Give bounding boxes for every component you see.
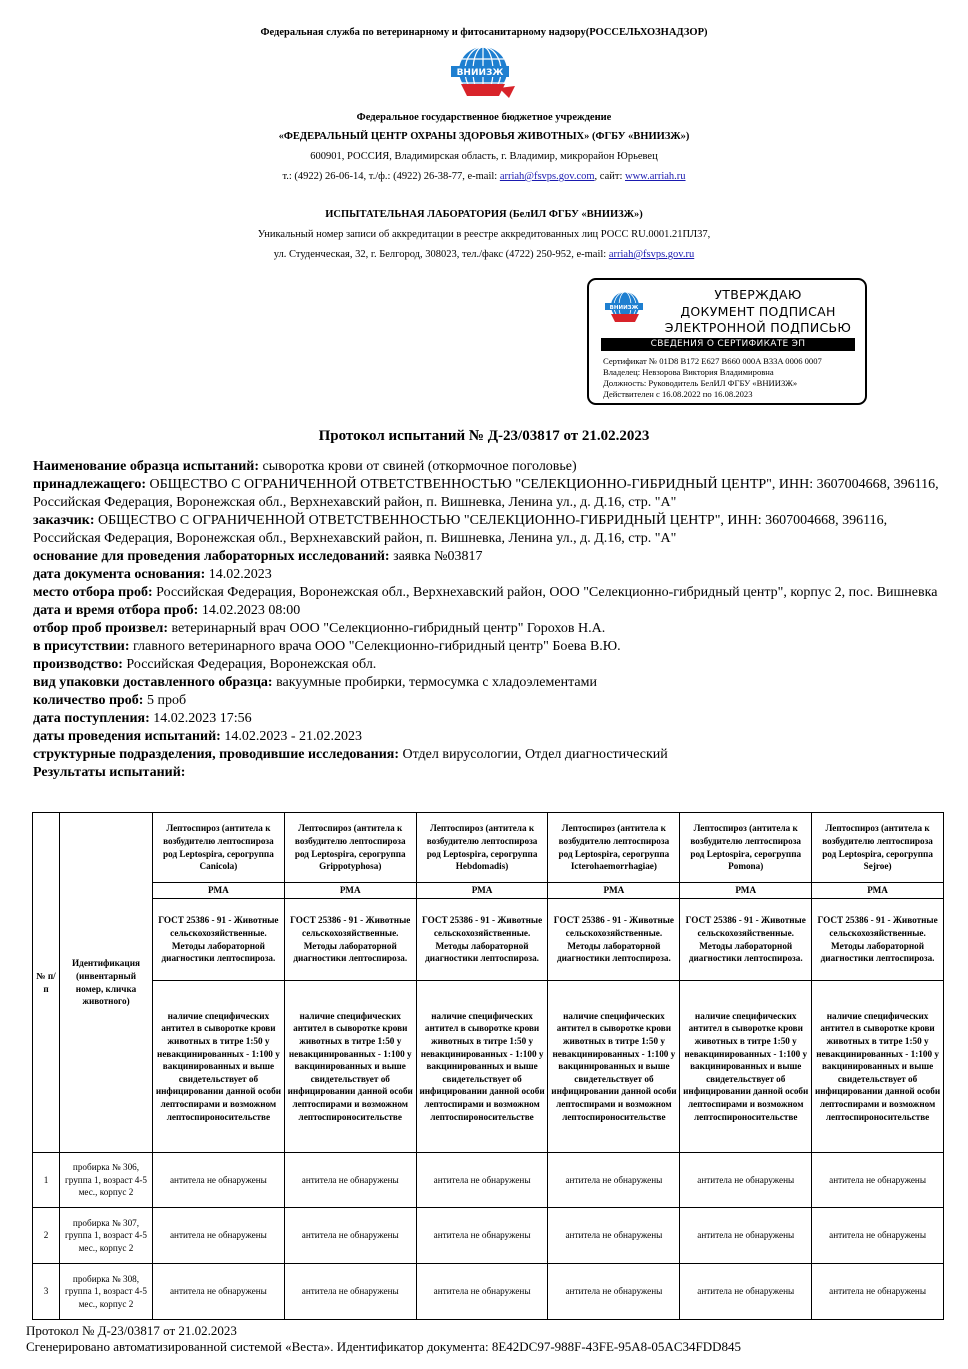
institution-address: 600901, РОССИЯ, Владимирская область, г. Владимир, микрорайон Юрьевец (310, 151, 658, 162)
table-row (33, 1208, 944, 1264)
standard-cell: ГОСТ 25386 - 91 - Животные сельскохозяйственные. Методы лабораторной диагностики лептоспироза. (680, 899, 812, 981)
method-cell: РМА (812, 883, 944, 899)
header-row-tests (33, 813, 944, 883)
agency-name: Федеральная служба по ветеринарному и фитосанитарному надзору(РОССЕЛЬХОЗНАДЗОР) (260, 27, 708, 38)
field-sample-count: количество проб: 5 проб (33, 693, 187, 708)
header-row-method (33, 883, 944, 899)
standard-cell: ГОСТ 25386 - 91 - Животные сельскохозяйственные. Методы лабораторной диагностики лептоспироза. (284, 899, 416, 981)
field-departments: структурные подразделения, проводившие исследования: Отдел вирусологии, Отдел диагностический (33, 747, 668, 762)
result-cell: антитела не обнаружены (548, 1264, 680, 1320)
field-owner: принадлежащего: ОБЩЕСТВО С ОГРАНИЧЕННОЙ ОТВЕТСТВЕННОСТЬЮ "СЕЛЕКЦИОННО-ГИБРИДНЫЙ ЦЕНТР", ИНН: 3607004668, 396116, Российская Федерация, Воронежская обл., Верхнехавский район, п. Вишневка, Ленина ул., д. Д.16, стр. "А" (33, 477, 939, 510)
header-row-standard (33, 899, 944, 981)
stamp-owner: Владелец: Невзорова Виктория Владимировна (603, 367, 774, 377)
results-heading: Результаты испытаний: (33, 765, 186, 780)
field-received: дата поступления: 14.02.2023 17:56 (33, 711, 252, 726)
contacts-text: т.: (4922) 26-06-14, т./ф.: (4922) 26-38-77, e-mail: (282, 171, 498, 182)
test-header: Лептоспироз (антитела к возбудителю лептоспироза род Leptospira, серогруппа Sejroe) (812, 813, 944, 883)
result-cell: антитела не обнаружены (284, 1153, 416, 1208)
field-sample-name: Наименование образца испытаний: сыворотка крови от свиней (откормочное поголовье) (33, 459, 577, 474)
stamp-cert-number: Сертификат № 01D8 B172 E627 B660 000A B33A 0006 0007 (603, 356, 822, 366)
sample-id: пробирка № 306, группа 1, возраст 4-5 мес., корпус 2 (60, 1153, 153, 1208)
test-header: Лептоспироз (антитела к возбудителю лептоспироза род Leptospira, серогруппа Grippotyphosa) (284, 813, 416, 883)
standard-cell: ГОСТ 25386 - 91 - Животные сельскохозяйственные. Методы лабораторной диагностики лептоспироза. (548, 899, 680, 981)
result-cell: антитела не обнаружены (680, 1153, 812, 1208)
site-link[interactable]: www.arriah.ru (625, 171, 686, 182)
stamp-esign: ЭЛЕКТРОННОЙ ПОДПИСЬЮ (664, 320, 852, 335)
protocol-title: Протокол испытаний № Д-23/03817 от 21.02.2023 (318, 428, 650, 444)
field-production: производство: Российская Федерация, Воронежская обл. (33, 657, 377, 672)
header-row-norm (33, 981, 944, 1153)
norm-cell: наличие специфических антител в сыворотке крови животных в титре 1:50 у невакцинированных - 1:100 у вакцинированных и выше свидетельствует об инфицировании данной особи лептоспирами и возможном лептоспироносительстве (548, 981, 680, 1153)
result-cell: антитела не обнаружены (153, 1153, 285, 1208)
result-cell: антитела не обнаружены (680, 1208, 812, 1264)
norm-cell: наличие специфических антител в сыворотке крови животных в титре 1:50 у невакцинированных - 1:100 у вакцинированных и выше свидетельствует об инфицировании данной особи лептоспирами и возможном лептоспироносительстве (416, 981, 548, 1153)
result-cell: антитела не обнаружены (416, 1264, 548, 1320)
sample-id: пробирка № 308, группа 1, возраст 4-5 мес., корпус 2 (60, 1264, 153, 1320)
method-cell: РМА (153, 883, 285, 899)
result-cell: антитела не обнаружены (680, 1264, 812, 1320)
result-cell: антитела не обнаружены (812, 1208, 944, 1264)
stamp-approve: УТВЕРЖДАЮ (714, 287, 802, 302)
result-cell: антитела не обнаружены (548, 1208, 680, 1264)
result-cell: антитела не обнаружены (812, 1153, 944, 1208)
table-row (33, 1264, 944, 1320)
footer-generated: Сгенерировано автоматизированной системой «Веста». Идентификатор документа: 8E42DC97-988F-43FE-95A8-05AC34FDD845 (26, 1339, 741, 1354)
standard-cell: ГОСТ 25386 - 91 - Животные сельскохозяйственные. Методы лабораторной диагностики лептоспироза. (153, 899, 285, 981)
norm-cell: наличие специфических антител в сыворотке крови животных в титре 1:50 у невакцинированных - 1:100 у вакцинированных и выше свидетельствует об инфицировании данной особи лептоспирами и возможном лептоспироносительстве (812, 981, 944, 1153)
col-id-header: Идентификация (инвентарный номер, кличка животного) (60, 813, 153, 1153)
result-cell: антитела не обнаружены (812, 1264, 944, 1320)
svg-text:ВНИИЗЖ: ВНИИЗЖ (609, 305, 639, 311)
test-header: Лептоспироз (антитела к возбудителю лептоспироза род Leptospira, серогруппа Hebdomadis) (416, 813, 548, 883)
sample-info (33, 458, 943, 782)
vniizh-logo (443, 44, 523, 104)
result-cell: антитела не обнаружены (548, 1153, 680, 1208)
stamp-validity: Действителен с 16.08.2022 по 16.08.2023 (603, 389, 753, 399)
standard-cell: ГОСТ 25386 - 91 - Животные сельскохозяйственные. Методы лабораторной диагностики лептоспироза. (812, 899, 944, 981)
institution-name: «ФЕДЕРАЛЬНЫЙ ЦЕНТР ОХРАНЫ ЗДОРОВЬЯ ЖИВОТНЫХ» (ФГБУ «ВНИИЗЖ») (278, 131, 690, 142)
field-customer: заказчик: ОБЩЕСТВО С ОГРАНИЧЕННОЙ ОТВЕТСТВЕННОСТЬЮ "СЕЛЕКЦИОННО-ГИБРИДНЫЙ ЦЕНТР", ИНН: 3607004668, 396116, Российская Федерация, Воронежская обл., Верхнехавский район, п. Вишневка, Ленина ул., д. Д.16, стр. "А" (33, 513, 888, 546)
row-number: 1 (33, 1153, 60, 1208)
email-link[interactable]: arriah@fsvps.gov.com (499, 171, 595, 182)
stamp-logo (601, 290, 649, 328)
page-footer (26, 1323, 741, 1355)
norm-cell: наличие специфических антител в сыворотке крови животных в титре 1:50 у невакцинированных - 1:100 у вакцинированных и выше свидетельствует об инфицировании данной особи лептоспирами и возможном лептоспироносительстве (153, 981, 285, 1153)
result-cell: антитела не обнаружены (284, 1264, 416, 1320)
field-sampling-datetime: дата и время отбора проб: 14.02.2023 08:00 (33, 603, 301, 618)
test-header: Лептоспироз (антитела к возбудителю лептоспироза род Leptospira, серогруппа Canicola) (153, 813, 285, 883)
lab-email-link[interactable]: arriah@fsvps.gov.ru (608, 249, 695, 260)
method-cell: РМА (548, 883, 680, 899)
method-cell: РМА (680, 883, 812, 899)
field-sampling-place: место отбора проб: Российская Федерация, Воронежская обл., Верхнехавский район, ООО "Селекционно-гибридный центр", корпус 2, пос. Вишневка (33, 585, 938, 600)
site-prefix: , сайт: (594, 171, 623, 182)
institution-contacts (0, 171, 968, 182)
e-signature-stamp (587, 278, 867, 405)
sample-id: пробирка № 307, группа 1, возраст 4-5 мес., корпус 2 (60, 1208, 153, 1264)
stamp-position: Должность: Руководитель БелИЛ ФГБУ «ВНИИЗЖ» (603, 378, 798, 388)
result-cell: антитела не обнаружены (153, 1208, 285, 1264)
results-table (32, 812, 944, 1320)
row-number: 3 (33, 1264, 60, 1320)
result-cell: антитела не обнаружены (284, 1208, 416, 1264)
norm-cell: наличие специфических антител в сыворотке крови животных в титре 1:50 у невакцинированных - 1:100 у вакцинированных и выше свидетельствует об инфицировании данной особи лептоспирами и возможном лептоспироносительстве (284, 981, 416, 1153)
standard-cell: ГОСТ 25386 - 91 - Животные сельскохозяйственные. Методы лабораторной диагностики лептоспироза. (416, 899, 548, 981)
result-cell: антитела не обнаружены (416, 1153, 548, 1208)
lab-name: ИСПЫТАТЕЛЬНАЯ ЛАБОРАТОРИЯ (БелИЛ ФГБУ «ВНИИЗЖ») (325, 209, 643, 220)
institution-type: Федеральное государственное бюджетное учреждение (356, 112, 612, 123)
footer-protocol: Протокол № Д-23/03817 от 21.02.2023 (26, 1323, 237, 1338)
table-row (33, 1153, 944, 1208)
result-cell: антитела не обнаружены (416, 1208, 548, 1264)
method-cell: РМА (416, 883, 548, 899)
result-cell: антитела не обнаружены (153, 1264, 285, 1320)
field-basis: основание для проведения лабораторных исследований: заявка №03817 (33, 549, 483, 564)
field-witness: в присутствии: главного ветеринарного врача ООО "Селекционно-гибридный центр" Боева В.Ю. (33, 639, 621, 654)
row-number: 2 (33, 1208, 60, 1264)
method-cell: РМА (284, 883, 416, 899)
field-basis-date: дата документа основания: 14.02.2023 (33, 567, 272, 582)
field-test-dates: даты проведения испытаний: 14.02.2023 - 21.02.2023 (33, 729, 362, 744)
field-sampled-by: отбор проб произвел: ветеринарный врач ООО "Селекционно-гибридный центр" Горохов Н.А. (33, 621, 606, 636)
lab-address (0, 249, 968, 260)
lab-accreditation: Уникальный номер записи об аккредитации в реестре аккредитованных лиц РОСС RU.0001.21ПЛ37, (257, 229, 711, 240)
col-number-header: № п/п (33, 813, 60, 1153)
logo-text: ВНИИЗЖ (456, 68, 504, 78)
stamp-signed: ДОКУМЕНТ ПОДПИСАН (680, 304, 836, 319)
norm-cell: наличие специфических антител в сыворотке крови животных в титре 1:50 у невакцинированных - 1:100 у вакцинированных и выше свидетельствует об инфицировании данной особи лептоспирами и возможном лептоспироносительстве (680, 981, 812, 1153)
stamp-cert-bar: СВЕДЕНИЯ О СЕРТИФИКАТЕ ЭП (601, 338, 855, 351)
test-header: Лептоспироз (антитела к возбудителю лептоспироза род Leptospira, серогруппа Pomona) (680, 813, 812, 883)
test-header: Лептоспироз (антитела к возбудителю лептоспироза род Leptospira, серогруппа Icterohaemorrhagiae) (548, 813, 680, 883)
lab-address-text: ул. Студенческая, 32, г. Белгород, 308023, тел./факс (4722) 250-952, e-mail: (273, 249, 607, 260)
field-packaging: вид упаковки доставленного образца: вакуумные пробирки, термосумка с хладоэлементами (33, 675, 597, 690)
